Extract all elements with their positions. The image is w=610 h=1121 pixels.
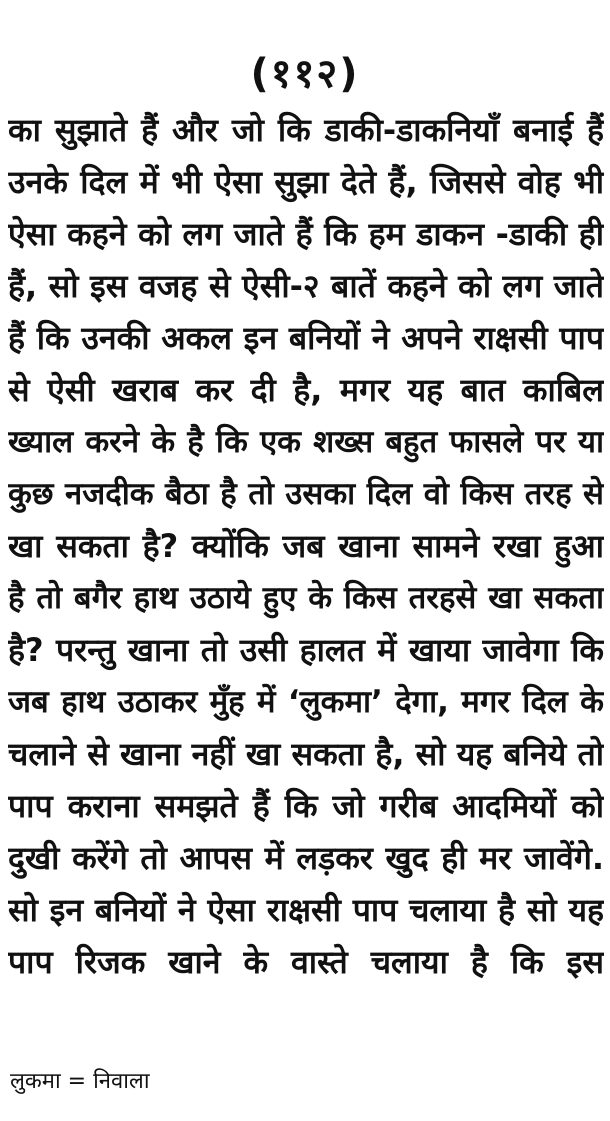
text-line: चलाने से खाना नहीं खा सकता है, सो यह बनिये तो (8, 735, 604, 773)
body-text (8, 104, 604, 988)
text-line: कुछ नजदीक बैठा है तो उसका दिल वो किस तरह से (8, 476, 604, 512)
text-line: सो इन बनियों ने ऐसा राक्षसी पाप चलाया है सो यह (8, 891, 604, 929)
text-line: खा सकता है? क्योंकि जब खाना सामने रखा हुआ (8, 527, 604, 565)
text-line: है तो बगैर हाथ उठाये हुए के किस तरहसे खा सकता (8, 580, 604, 616)
text-line: ख्याल करने के है कि एक शख्स बहुत फासले पर या (8, 424, 604, 460)
text-line: हैं कि उनकी अकल इन बनियों ने अपने राक्षसी पाप (8, 319, 604, 357)
text-line: उनके दिल में भी ऐसा सुझा देते हैं, जिससे वोह भी (8, 163, 604, 201)
text-line: है? परन्तु खाना तो उसी हालत में खाया जावेगा कि (8, 631, 604, 669)
text-line: का सुझाते हैं और जो कि डाकी-डाकनियाँ बनाई हैं (8, 111, 604, 149)
text-line: दुखी करेंगे तो आपस में लड़कर खुद ही मर जावेंगे. (8, 839, 604, 877)
text-line: ऐसा कहने को लग जाते हैं कि हम डाकन -डाकी ही (8, 215, 604, 253)
page-number: (११२) (250, 51, 360, 97)
footnote: लुकमा = निवाला (10, 1069, 150, 1094)
text-line: हैं, सो इस वजह से ऐसी-२ बातें कहने को लग जाते (8, 267, 604, 305)
text-line: जब हाथ उठाकर मुँह में ‘लुकमा’ देगा, मगर दिल के (8, 684, 604, 720)
text-line: पाप रिजक खाने के वास्ते चलाया है कि इस (8, 943, 604, 981)
text-line: पाप कराना समझते हैं कि जो गरीब आदमियों को (8, 787, 604, 825)
text-line: से ऐसी खराब कर दी है, मगर यह बात काबिल (8, 371, 604, 409)
